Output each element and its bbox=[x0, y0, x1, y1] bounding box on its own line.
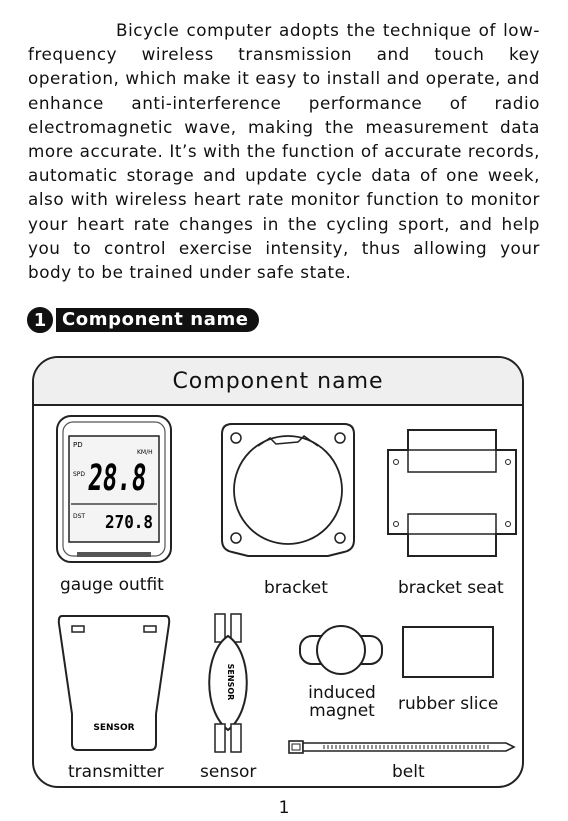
label-transmitter: transmitter bbox=[68, 762, 164, 782]
sensor-image bbox=[200, 612, 256, 754]
bracket-seat-image bbox=[384, 428, 520, 558]
gauge-distance-value: 270.8 bbox=[105, 512, 153, 533]
label-bracket: bracket bbox=[264, 578, 328, 598]
intro-text: Bicycle computer adopts the technique of low-frequency wireless transmission and touch key operation, which make it easy to install and operate, and enhance anti-interference performance of radio electromagnetic wave, making the measurement data more accurate. It’s with the function of accurate records, automatic storage and update cycle data of one week, also with wireless heart rate monitor function to monitor your heart rate changes in the cycling sport, and help you to control exercise intensity, thus allowing your body to be trained under safe state. bbox=[28, 20, 540, 283]
transmitter-engraving: SENSOR bbox=[93, 723, 135, 733]
section-title: Component name bbox=[56, 308, 259, 332]
label-bracket-seat: bracket seat bbox=[398, 578, 504, 598]
bracket-image bbox=[218, 420, 358, 560]
label-induced-magnet-line2: magnet bbox=[309, 701, 375, 721]
panel-title: Component name bbox=[172, 368, 384, 394]
gauge-speed-value: 28.8 bbox=[86, 457, 178, 499]
label-induced-magnet-line1: induced bbox=[308, 683, 376, 703]
gauge-distance-label: DST bbox=[73, 513, 86, 520]
label-rubber-slice: rubber slice bbox=[398, 694, 499, 714]
transmitter-image bbox=[56, 614, 172, 752]
belt-image bbox=[288, 738, 516, 756]
page-number: 1 bbox=[278, 798, 290, 818]
section-heading bbox=[27, 307, 259, 333]
intro-paragraph bbox=[28, 18, 540, 284]
section-number: 1 bbox=[27, 307, 53, 333]
label-gauge-outfit: gauge outfit bbox=[60, 575, 164, 595]
gauge-speed-label: SPD bbox=[73, 471, 86, 478]
gauge-speed-unit: KM/H bbox=[137, 449, 153, 456]
induced-magnet-image bbox=[298, 624, 384, 676]
label-belt: belt bbox=[392, 762, 425, 782]
rubber-slice-image bbox=[402, 626, 494, 678]
sensor-engraving: SENSOR bbox=[226, 663, 235, 701]
gauge-outfit-image bbox=[55, 414, 178, 564]
panel-header bbox=[34, 358, 522, 406]
label-induced-magnet bbox=[304, 684, 380, 720]
label-sensor: sensor bbox=[200, 762, 257, 782]
gauge-top-label: PD bbox=[73, 441, 83, 449]
